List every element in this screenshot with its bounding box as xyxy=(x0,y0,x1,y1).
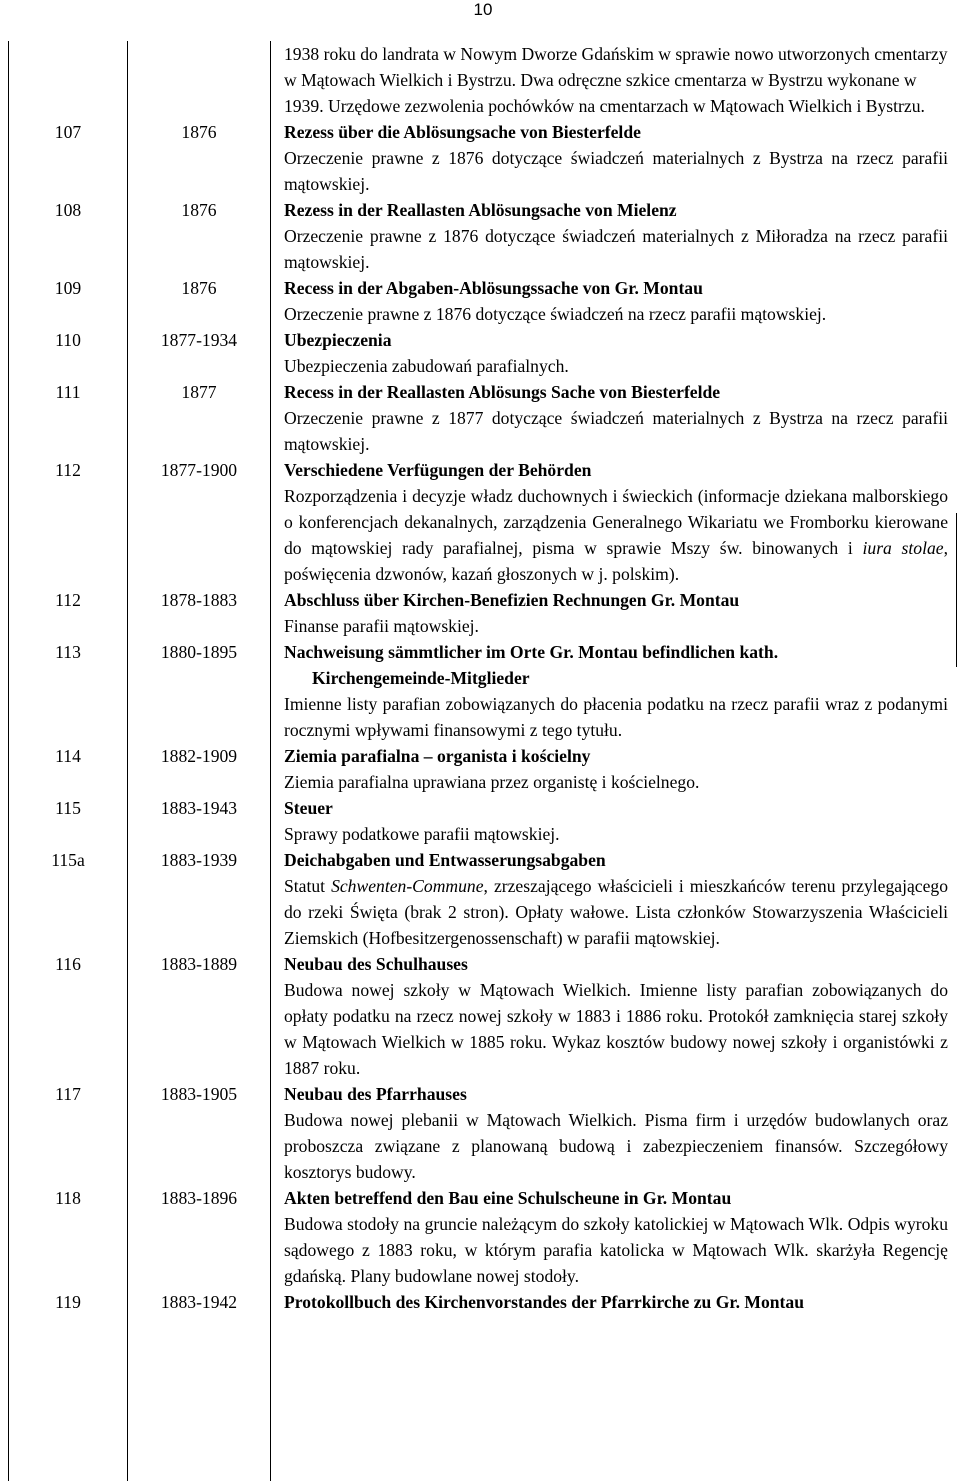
entry-year: 1883-1889 xyxy=(160,954,238,974)
entry-number: 115 xyxy=(55,798,81,818)
entry-number: 118 xyxy=(55,1188,81,1208)
entry-title: Protokollbuch des Kirchenvorstandes der Pfarrkirche zu Gr. Montau xyxy=(284,1292,804,1312)
description-text: , zrzeszającego właścicieli i mieszkańców terenu przylegającego do rzeki Święta (brak 2 stron). Opłaty wałowe. Lista członków Stowarzyszenia Właścicieli Ziemskich (Hofbesitzergenossenschaft) w parafii mątowskiej. xyxy=(284,876,948,948)
entry-year: 1876 xyxy=(181,122,217,142)
description-text: Statut xyxy=(284,876,332,896)
inventory-entry-109 xyxy=(0,275,960,327)
entry-title: Steuer xyxy=(284,798,333,818)
entry-title: Rezess in der Reallasten Ablösungsache von Mielenz xyxy=(284,200,677,220)
inventory-entry-110 xyxy=(0,327,960,379)
entry-description: Ubezpieczenia zabudowań parafialnych. xyxy=(284,356,569,376)
entry-title: Recess in der Abgaben-Ablösungssache von Gr. Montau xyxy=(284,278,703,298)
entry-year: 1877-1900 xyxy=(160,460,238,480)
inventory-entry-113 xyxy=(0,639,960,743)
description-text: , poświęcenia dzwonów, kazań głoszonych w j. polskim). xyxy=(284,538,948,584)
entry-year: 1877-1934 xyxy=(160,330,238,350)
inventory-entry-117 xyxy=(0,1081,960,1185)
entry-description: Budowa stodoły na gruncie należącym do szkoły katolickiej w Mątowach Wlk. Odpis wyroku sądowego z 1883 roku, w którym parafia katolicka w Mątowach Wlk. skarżyła Regencję gdańską. Plany budowlane nowej stodoły. xyxy=(284,1214,948,1286)
entry-number: 110 xyxy=(55,330,81,350)
entry-description: Orzeczenie prawne z 1877 dotyczące świadczeń materialnych z Bystrza na rzecz parafii mątowskiej. xyxy=(284,408,948,454)
entry-title-line: Nachweisung sämmtlicher im Orte Gr. Montau befindlichen kath. xyxy=(284,642,779,662)
entry-description xyxy=(284,483,948,587)
latin-term: iura stolae xyxy=(862,538,944,558)
entry-title: Rezess über die Ablösungsache von Biesterfelde xyxy=(284,122,641,142)
entry-title: Verschiedene Verfügungen der Behörden xyxy=(284,460,592,480)
entry-description: Orzeczenie prawne z 1876 dotyczące świadczeń materialnych z Bystrza na rzecz parafii mątowskiej. xyxy=(284,148,948,194)
entry-number: 116 xyxy=(55,954,81,974)
entry-description: Orzeczenie prawne z 1876 dotyczące świadczeń materialnych z Miłoradza na rzecz parafii mątowskiej. xyxy=(284,226,948,272)
entry-title: Neubau des Pfarrhauses xyxy=(284,1084,467,1104)
entry-description xyxy=(284,873,948,951)
inventory-entry-119 xyxy=(0,1289,960,1315)
inventory-entry-107 xyxy=(0,119,960,197)
entry-number: 115a xyxy=(51,850,85,870)
entry-title xyxy=(284,639,948,691)
intro-continuation-text: 1938 roku do landrata w Nowym Dworze Gdańskim w sprawie nowo utworzonych cmentarzy w Mątowach Wielkich i Bystrzu. Dwa odręczne szkice cmentarza w Bystrzu wykonane w 1939. Urzędowe zezwolenia pochówków na cmentarzach w Mątowach Wielkich i Bystrzu. xyxy=(284,44,948,116)
entry-number: 119 xyxy=(55,1292,81,1312)
entry-year: 1878-1883 xyxy=(160,590,238,610)
entry-description: Finanse parafii mątowskiej. xyxy=(284,616,479,636)
entry-title: Deichabgaben und Entwasserungsabgaben xyxy=(284,850,606,870)
entry-number: 112 xyxy=(55,460,81,480)
inventory-entry-114 xyxy=(0,743,960,795)
entry-year: 1883-1905 xyxy=(160,1084,238,1104)
entry-number: 113 xyxy=(55,642,81,662)
entry-number: 114 xyxy=(55,746,81,766)
description-text: Rozporządzenia i decyzje władz duchownych i świeckich (informacje dziekana malborskiego o konferencjach dekanalnych, zarządzenia Generalnego Wikariatu we Fromborku kierowane do mątowskiej rady parafialnej, pisma w sprawie Mszy św. binowanych i xyxy=(284,486,948,558)
inventory-entry-118 xyxy=(0,1185,960,1289)
inventory-entry-115 xyxy=(0,795,960,847)
inventory-table xyxy=(0,41,960,1315)
entry-description: Budowa nowej plebanii w Mątowach Wielkich. Pisma firm i urzędów budowlanych oraz proboszcza związane z planowaną budową i zabezpieczeniem finansów. Szczegółowy kosztorys budowy. xyxy=(284,1110,948,1182)
page-number: 10 xyxy=(473,0,493,19)
entry-number: 111 xyxy=(55,382,81,402)
entry-year: 1883-1939 xyxy=(160,850,238,870)
entry-title: Ubezpieczenia xyxy=(284,330,392,350)
inventory-entry-112b xyxy=(0,587,960,639)
entry-year: 1876 xyxy=(181,200,217,220)
inventory-entry-116 xyxy=(0,951,960,1081)
entry-year: 1883-1942 xyxy=(160,1292,238,1312)
entry-year: 1880-1895 xyxy=(160,642,238,662)
entry-description: Budowa nowej szkoły w Mątowach Wielkich. Imienne listy parafian zobowiązanych do opłaty podatku na rzecz nowej szkoły w 1883 i 1886 roku. Protokół zamknięcia starej szkoły w Mątowach Wielkich w 1885 roku. Wykaz kosztów budowy nowej szkoły i organistówki z 1887 roku. xyxy=(284,980,948,1078)
entry-title: Akten betreffend den Bau eine Schulscheune in Gr. Montau xyxy=(284,1188,732,1208)
inventory-entry-108 xyxy=(0,197,960,275)
entry-number: 108 xyxy=(54,200,82,220)
inventory-entry-115a xyxy=(0,847,960,951)
entry-year: 1882-1909 xyxy=(160,746,238,766)
entry-year: 1877 xyxy=(181,382,217,402)
inventory-entry-111 xyxy=(0,379,960,457)
organization-name: Schwenten-Commune xyxy=(331,876,484,896)
entry-title: Ziemia parafialna – organista i kościelny xyxy=(284,746,591,766)
entry-year: 1876 xyxy=(181,278,217,298)
entry-title: Recess in der Reallasten Ablösungs Sache von Biesterfelde xyxy=(284,382,721,402)
entry-title: Neubau des Schulhauses xyxy=(284,954,468,974)
entry-title-line: Kirchengemeinde-Mitglieder xyxy=(312,668,530,688)
entry-number: 109 xyxy=(54,278,82,298)
entry-description: Imienne listy parafian zobowiązanych do płacenia podatku na rzecz parafii wraz z podanymi rocznymi wpływami finansowymi z tego tytułu. xyxy=(284,694,948,740)
entry-year: 1883-1896 xyxy=(160,1188,238,1208)
entry-number: 107 xyxy=(54,122,82,142)
entry-year: 1883-1943 xyxy=(160,798,238,818)
inventory-entry-112a xyxy=(0,457,960,587)
entry-title: Abschluss über Kirchen-Benefizien Rechnungen Gr. Montau xyxy=(284,590,740,610)
entry-description: Orzeczenie prawne z 1876 dotyczące świadczeń na rzecz parafii mątowskiej. xyxy=(284,304,827,324)
entry-number: 117 xyxy=(55,1084,81,1104)
entry-number: 112 xyxy=(55,590,81,610)
entry-description: Sprawy podatkowe parafii mątowskiej. xyxy=(284,824,560,844)
entry-description: Ziemia parafialna uprawiana przez organistę i kościelnego. xyxy=(284,772,700,792)
